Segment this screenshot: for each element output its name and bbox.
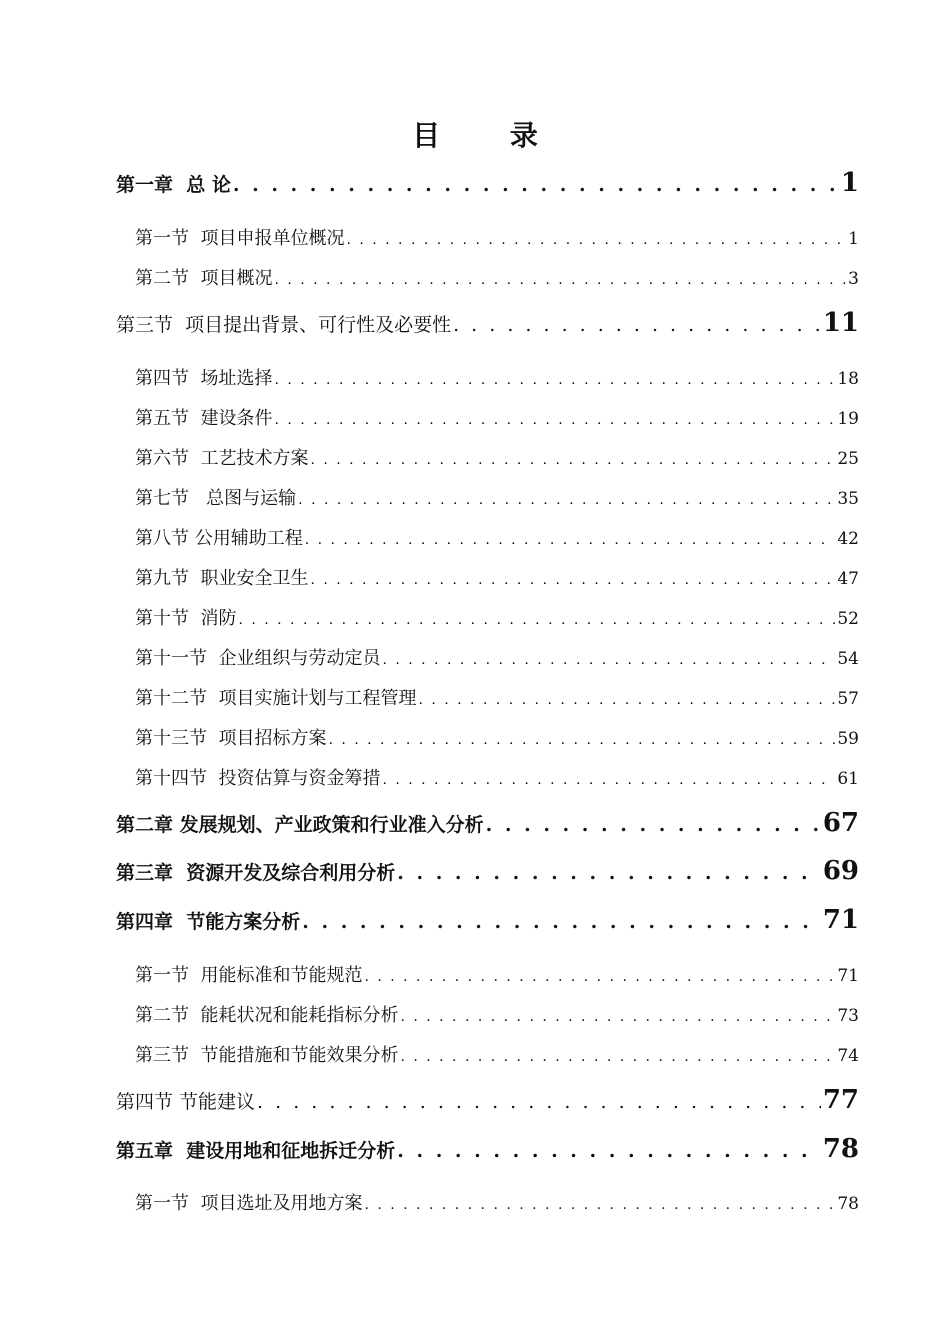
- dot-leader: [364, 1197, 835, 1213]
- toc-entry-label: 第九节 职业安全卫生: [135, 568, 309, 589]
- toc-entry-label: 第十四节 投资估算与资金筹措: [135, 768, 381, 789]
- toc-entry-section-1-4[interactable]: [135, 364, 859, 390]
- dot-leader: [397, 1140, 821, 1162]
- dot-leader: [418, 692, 835, 708]
- toc-entry-page: 73: [837, 1006, 859, 1026]
- toc-entry-page: 52: [837, 609, 859, 629]
- toc-entry-section-5-1[interactable]: [135, 1189, 859, 1215]
- toc-entry-label: 第一节 项目申报单位概况: [135, 228, 345, 249]
- dot-leader: [238, 612, 835, 628]
- toc-entry-page: 74: [837, 1046, 859, 1066]
- toc-entry-page: 69: [822, 856, 859, 886]
- dot-leader: [310, 452, 835, 468]
- toc-entry-label: 第二章 发展规划、产业政策和行业准入分析: [116, 814, 484, 836]
- dot-leader: [486, 814, 821, 836]
- toc-entry-section-1-2[interactable]: [135, 264, 859, 290]
- toc-entry-page: 1: [840, 168, 859, 198]
- toc-entry-section-1-8[interactable]: [135, 524, 859, 550]
- toc-entry-chapter-3[interactable]: [116, 856, 859, 886]
- toc-entry-page: 1: [848, 229, 859, 249]
- toc-entry-label: 第十二节 项目实施计划与工程管理: [135, 688, 417, 709]
- page-title: 目 录: [412, 119, 568, 152]
- toc-entry-page: 54: [837, 649, 859, 669]
- toc-entry-label: 第三章 资源开发及综合利用分析: [116, 862, 396, 884]
- toc-entry-label: 第二节 能耗状况和能耗指标分析: [135, 1005, 399, 1026]
- toc-entry-section-1-13[interactable]: [135, 724, 859, 750]
- toc-entry-label: 第十一节 企业组织与劳动定员: [135, 648, 381, 669]
- toc-entry-label: 第二节 项目概况: [135, 268, 273, 289]
- dot-leader: [305, 532, 836, 548]
- toc-entry-page: 67: [822, 808, 859, 838]
- toc-entry-page: 11: [822, 308, 859, 338]
- toc-entry-page: 42: [837, 529, 859, 549]
- toc-entry-section-1-5[interactable]: [135, 404, 859, 430]
- toc-entry-page: 18: [837, 369, 859, 389]
- toc-entry-chapter-1[interactable]: [116, 168, 859, 198]
- toc-entry-label: 第四章 节能方案分析: [116, 911, 301, 933]
- dot-leader: [298, 492, 835, 508]
- toc-entry-section-1-6[interactable]: [135, 444, 859, 470]
- toc-entry-page: 71: [837, 966, 859, 986]
- dot-leader: [257, 1091, 821, 1113]
- dot-leader: [310, 572, 835, 588]
- toc-entry-label: 第一节 用能标准和节能规范: [135, 965, 363, 986]
- toc-entry-page: 78: [837, 1194, 859, 1214]
- dot-leader: [382, 652, 835, 668]
- toc-entry-section-1-10[interactable]: [135, 604, 859, 630]
- toc-entry-page: 59: [837, 729, 859, 749]
- toc-entry-page: 35: [837, 489, 859, 509]
- toc-entry-section-4-4[interactable]: [116, 1085, 859, 1115]
- toc-entry-section-1-14[interactable]: [135, 764, 859, 790]
- dot-leader: [328, 732, 835, 748]
- dot-leader: [274, 372, 835, 388]
- toc-entry-section-1-1[interactable]: [135, 224, 859, 250]
- dot-leader: [382, 772, 835, 788]
- toc-entry-page: 61: [837, 769, 859, 789]
- toc-entry-label: 第一章 总 论: [116, 174, 231, 196]
- dot-leader: [346, 232, 846, 248]
- toc-entry-page: 78: [822, 1134, 859, 1164]
- dot-leader: [400, 1049, 835, 1065]
- toc-entry-label: 第十三节 项目招标方案: [135, 728, 327, 749]
- dot-leader: [397, 862, 821, 884]
- toc-entry-section-1-3[interactable]: [116, 308, 859, 338]
- toc-entry-page: 77: [822, 1085, 859, 1115]
- toc-entry-chapter-5[interactable]: [116, 1134, 859, 1164]
- dot-leader: [400, 1009, 835, 1025]
- toc-entry-label: 第三节 项目提出背景、可行性及必要性: [116, 314, 452, 336]
- toc-entry-page: 25: [837, 449, 859, 469]
- toc-entry-page: 57: [837, 689, 859, 709]
- toc-entry-label: 第一节 项目选址及用地方案: [135, 1193, 363, 1214]
- toc-entry-label: 第六节 工艺技术方案: [135, 448, 309, 469]
- toc-entry-page: 71: [822, 905, 859, 935]
- dot-leader: [274, 412, 835, 428]
- dot-leader: [364, 969, 835, 985]
- toc-entry-label: 第八节 公用辅助工程: [135, 528, 303, 549]
- toc-entry-section-1-11[interactable]: [135, 644, 859, 670]
- toc-entry-chapter-2[interactable]: [116, 808, 859, 838]
- toc-entry-page: 19: [837, 409, 859, 429]
- dot-leader: [274, 272, 846, 288]
- toc-entry-label: 第五节 建设条件: [135, 408, 273, 429]
- toc-entry-label: 第三节 节能措施和节能效果分析: [135, 1045, 399, 1066]
- toc-entry-page: 3: [848, 269, 859, 289]
- dot-leader: [233, 174, 839, 196]
- toc-entry-section-4-1[interactable]: [135, 961, 859, 987]
- toc-entry-label: 第五章 建设用地和征地拆迁分析: [116, 1140, 396, 1162]
- toc-entry-section-1-9[interactable]: [135, 564, 859, 590]
- toc-entry-label: 第七节 总图与运输: [135, 488, 297, 509]
- toc-entry-section-1-7[interactable]: [135, 484, 859, 510]
- toc-entry-section-4-3[interactable]: [135, 1041, 859, 1067]
- toc-entry-section-4-2[interactable]: [135, 1001, 859, 1027]
- toc-entry-label: 第四节 场址选择: [135, 368, 273, 389]
- dot-leader: [302, 911, 821, 933]
- toc-entry-label: 第四节 节能建议: [116, 1091, 256, 1113]
- toc-entry-chapter-4[interactable]: [116, 905, 859, 935]
- toc-entry-section-1-12[interactable]: [135, 684, 859, 710]
- toc-entry-page: 47: [837, 569, 859, 589]
- toc-entry-label: 第十节 消防: [135, 608, 237, 629]
- dot-leader: [453, 314, 821, 336]
